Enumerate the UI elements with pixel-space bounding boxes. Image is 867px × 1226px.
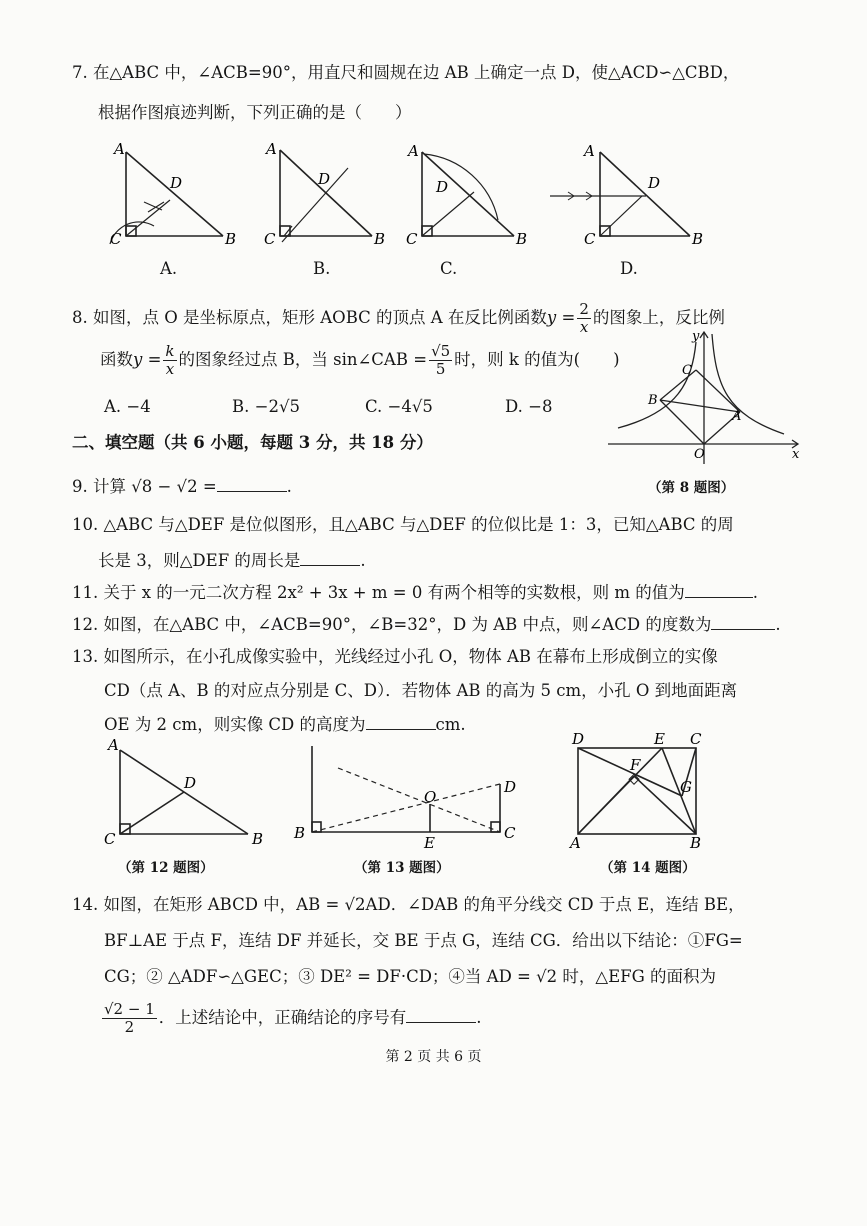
q9-answer-blank[interactable] [217,474,287,492]
figure-13 [290,740,530,850]
q14-frac-num: √2 − 1 [104,1000,155,1018]
fig14-label-D: D [572,730,585,748]
fig13-label-C: C [504,824,516,842]
q7-figure-d [546,140,716,250]
q8-line2-mid: 的图象经过点 B，当 sin∠CAB = [178,350,428,369]
q8-fraction-2 [163,343,176,378]
q8-fraction-1 [577,301,591,336]
q12-end: . [775,615,781,634]
q8-fig-x: x [792,447,800,462]
q8-fig-C: C [682,363,692,378]
q10-line1: 10. △ABC 与△DEF 是位似图形，且△ABC 与△DEF 的位似比是 1：3，已知△ABC 的周 [72,515,734,534]
q7-option-a: A. [160,259,178,278]
figure-12-caption: （第 12 题图） [118,860,214,876]
figure-14 [564,730,714,850]
q8-frac2-num: k [165,342,175,360]
q7b-label-B: B [374,230,386,248]
fig13-label-B: B [294,824,306,842]
fig14-label-G: G [680,778,692,796]
q8-option-d: D. −8 [505,397,553,416]
q13-line3-text: OE 为 2 cm，则实像 CD 的高度为 [104,715,366,734]
q11-answer-blank[interactable] [685,580,753,598]
fig14-label-B: B [690,834,702,850]
figure-13-caption: （第 13 题图） [354,860,450,876]
q7-option-d: D. [620,259,638,278]
figure-12 [98,738,278,848]
q10-line2-text: 长是 3，则△DEF 的周长是 [98,551,301,570]
q9-end: . [286,477,292,496]
q9-line [72,474,292,498]
q13-line2: CD（点 A、B 的对应点分别是 C、D）．若物体 AB 的高为 5 cm，小孔 O 到地面距离 [104,681,738,700]
q7-figure-c [402,140,537,250]
q7-figure-a [108,140,248,250]
q11-end: . [752,583,758,602]
q8-figure [608,326,808,466]
q12-text: 12. 如图，在△ABC 中，∠ACB=90°，∠B=32°，D 为 AB 中点，则∠ACD 的度数为 [72,615,712,634]
q8-line1-post: 的图象上，反比例 [592,308,725,327]
page-footer: 第 2 页 共 6 页 [385,1049,482,1065]
q7d-label-D: D [648,174,661,192]
q8-fig-O: O [694,447,705,462]
q7c-label-A: A [408,142,419,160]
q10-end: . [360,551,366,570]
fig14-label-C: C [690,730,702,748]
q7-option-b: B. [313,259,331,278]
q14-frac-den: 2 [124,1018,135,1036]
q7a-label-C: C [110,230,122,248]
q8-fig-y: y [692,329,700,344]
q7d-label-B: B [692,230,704,248]
q7-line2: 根据作图痕迹判断，下列正确的是（ ） [98,103,412,122]
fig14-label-A: A [570,834,581,850]
q11-line [72,580,758,604]
q7c-label-B: B [516,230,528,248]
q7b-label-D: D [318,170,331,188]
q8-line2 [100,340,620,380]
fig13-label-E: E [424,834,435,850]
q7c-label-D: D [436,178,449,196]
fig12-label-C: C [104,830,116,848]
q7-line1: 7. 在△ABC 中，∠ACB=90°，用直尺和圆规在边 AB 上确定一点 D，使△ACD∽△CBD， [72,63,740,82]
fig13-label-D: D [504,778,517,796]
fig13-label-O: O [424,788,437,806]
fig12-label-A: A [108,738,119,754]
figure-14-caption: （第 14 题图） [600,860,696,876]
fig12-label-B: B [252,830,264,848]
q8-y-eq-2: y = [133,350,162,369]
q8-fig-A: A [732,409,742,424]
fig12-label-D: D [184,774,197,792]
q7a-label-A: A [114,140,125,158]
q14-end: . [476,1008,482,1027]
q8-frac2-den: x [165,360,175,378]
q11-text: 11. 关于 x 的一元二次方程 2x² + 3x + m = 0 有两个相等的实数根，则 m 的值为 [72,583,685,602]
q14-line4-text: ．上述结论中，正确结论的序号有 [158,1008,407,1027]
q14-answer-blank[interactable] [406,1005,476,1023]
q10-answer-blank[interactable] [300,548,360,566]
q7b-label-C: C [264,230,276,248]
q9-text: 9. 计算 √8 − √2 = [72,477,217,496]
q8-frac1-num: 2 [579,300,589,318]
q8-line1-pre: 8. 如图，点 O 是坐标原点，矩形 AOBC 的顶点 A 在反比例函数 [72,308,547,327]
q8-frac3-den: 5 [435,360,446,378]
q7-figure-b [262,140,392,250]
q7d-label-C: C [584,230,596,248]
q8-frac1-den: x [579,318,589,336]
q8-option-a: A. −4 [104,397,151,416]
fig14-label-F: F [630,756,641,774]
q8-line2-pre: 函数 [100,350,133,369]
q14-fraction [102,1001,157,1036]
q7a-label-B: B [225,230,237,248]
q8-fig-B: B [648,393,658,408]
q8-y-eq: y = [546,308,576,327]
q8-line2-post: 时，则 k 的值为( ) [454,350,620,369]
q8-figure-caption: （第 8 题图） [648,480,735,496]
q7-option-c: C. [440,259,458,278]
q12-line [72,612,781,636]
q8-option-b: B. −2√5 [232,397,300,416]
q14-line1: 14. 如图，在矩形 ABCD 中，AB = √2AD．∠DAB 的角平分线交 CD 于点 E，连结 BE， [72,895,745,914]
q10-line2 [98,548,366,572]
q14-line4 [100,998,482,1038]
q7a-label-D: D [170,174,183,192]
q12-answer-blank[interactable] [711,612,775,630]
q8-fraction-3 [429,343,452,378]
fig14-label-E: E [654,730,665,748]
q7b-label-A: A [266,140,277,158]
q8-option-c: C. −4√5 [365,397,433,416]
q7d-label-A: A [584,142,595,160]
q14-line3: CG；② △ADF∽△GEC；③ DE² = DF·CD；④当 AD = √2 时，△EFG 的面积为 [104,967,716,986]
q13-line1: 13. 如图所示，在小孔成像实验中，光线经过小孔 O，物体 AB 在幕布上形成倒立的实像 [72,647,718,666]
q13-line3 [104,712,466,736]
q13-answer-blank[interactable] [366,712,436,730]
q13-end: cm. [435,715,466,734]
section2-title: 二、填空题（共 6 小题，每题 3 分，共 18 分） [72,433,433,452]
q14-line2: BF⊥AE 于点 F，连结 DF 并延长，交 BE 于点 G，连结 CG．给出以下结论：①FG= [104,931,743,950]
q7c-label-C: C [406,230,418,248]
q8-frac3-num: √5 [431,342,451,360]
